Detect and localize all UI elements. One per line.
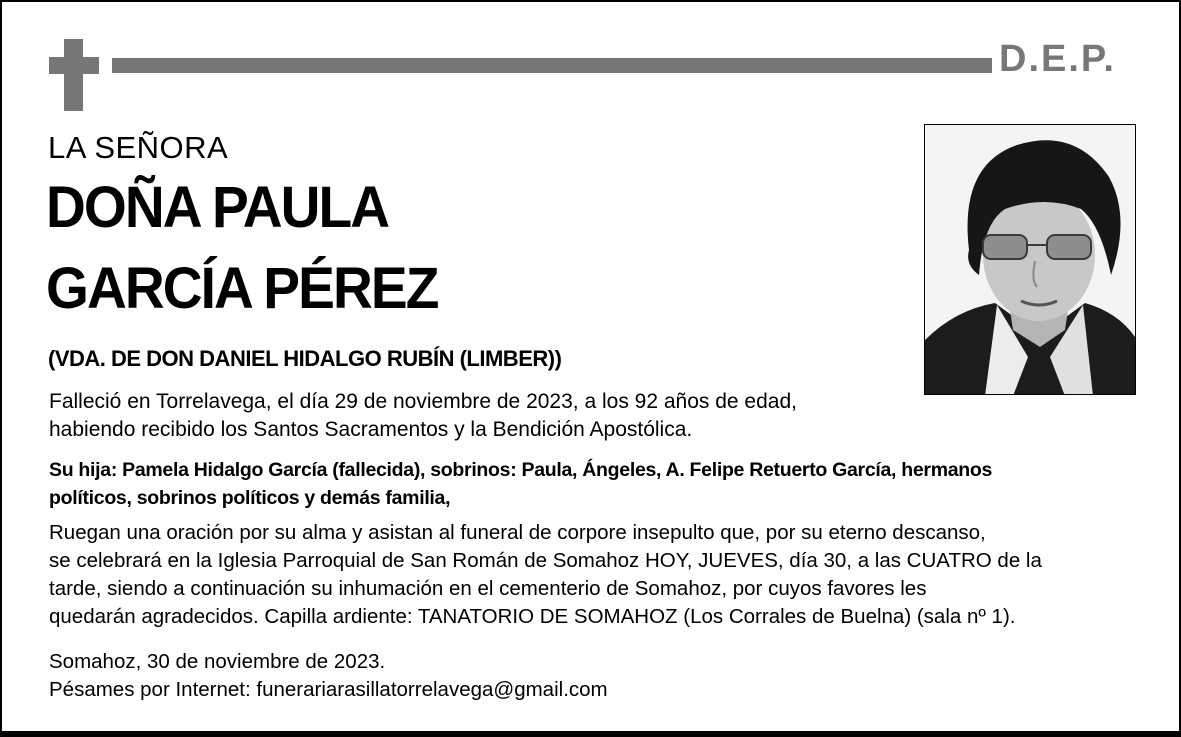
text-line: Ruegan una oración por su alma y asistan al funeral de corpore insepulto que, por su eterno descanso,: [49, 521, 986, 544]
death-notice: [49, 388, 797, 444]
family-list: [49, 456, 992, 512]
text-line: se celebrará en la Iglesia Parroquial de San Román de Somahoz HOY, JUEVES, día 30, a las CUATRO de la: [49, 549, 1042, 572]
text-line: tarde, siendo a continuación su inhumación en el cementerio de Somahoz, por cuyos favores les: [49, 577, 927, 600]
honorific: LA SEÑORA: [48, 130, 229, 165]
widow-of: (VDA. DE DON DANIEL HIDALGO RUBÍN (LIMBER)): [48, 346, 562, 371]
deceased-name-line1: DOÑA PAULA: [46, 175, 389, 240]
place-date: Somahoz, 30 de noviembre de 2023.: [49, 650, 386, 673]
footer: [49, 648, 608, 704]
deceased-name-line2: GARCÍA PÉREZ: [46, 256, 438, 321]
text-line: Falleció en Torrelavega, el día 29 de noviembre de 2023, a los 92 años de edad,: [49, 390, 797, 413]
dep-label: D.E.P.: [999, 38, 1116, 80]
funeral-request: [49, 519, 1042, 631]
text-line: habiendo recibido los Santos Sacramentos y la Bendición Apostólica.: [49, 418, 693, 441]
portrait-photo: [924, 124, 1136, 395]
condolences-line: Pésames por Internet: funerariarasillatorrelavega@gmail.com: [49, 678, 608, 701]
text-line: políticos, sobrinos políticos y demás familia,: [49, 487, 451, 509]
text-line: Su hija: Pamela Hidalgo García (fallecida), sobrinos: Paula, Ángeles, A. Felipe Retuerto García, hermanos: [49, 459, 993, 481]
text-line: quedarán agradecidos. Capilla ardiente: TANATORIO DE SOMAHOZ (Los Corrales de Buelna) (sala nº 1).: [49, 605, 1016, 628]
header-rule: [112, 58, 992, 73]
